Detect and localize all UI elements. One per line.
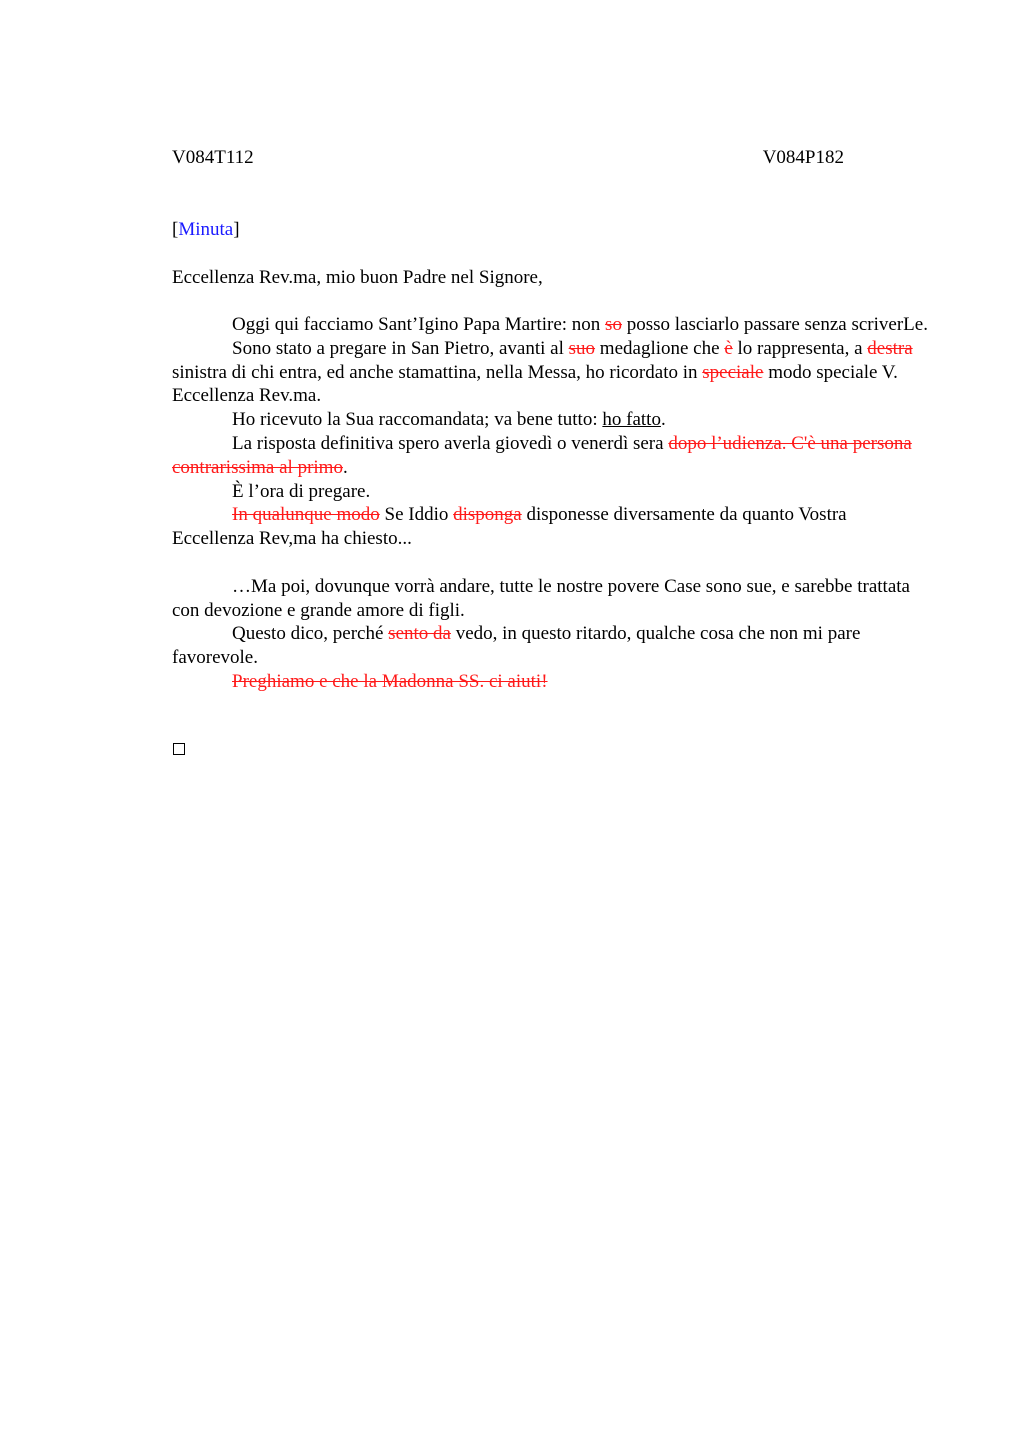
square-box-icon <box>173 743 185 755</box>
paragraph-6 <box>172 503 930 551</box>
deleted-text: è <box>724 337 733 359</box>
text-span: Sono stato a pregare in San Pietro, avanti al <box>232 337 569 359</box>
deleted-text: dopo l’udienza. C'è una persona contrarissima al primo <box>172 432 912 478</box>
text-span: Questo dico, perché <box>232 623 389 645</box>
text-span: La risposta definitiva spero averla giovedì o venerdì sera <box>232 432 669 454</box>
text-span: vedo, in questo ritardo, qualche cosa che non mi pare favorevole. <box>172 623 861 669</box>
text-span: medaglione che <box>595 337 725 359</box>
text-span: È l’ora di pregare. <box>232 480 371 502</box>
letter-body <box>172 313 930 694</box>
deleted-text: disponga <box>453 504 522 526</box>
minuta-open-bracket: [ <box>172 219 179 240</box>
text-span: posso lasciarlo passare senza scriverLe. <box>621 314 928 335</box>
text-span: . <box>660 409 666 431</box>
text-span: Ho ricevuto la Sua raccomandata; va bene tutto: <box>232 409 603 431</box>
minuta-text: Minuta <box>178 219 234 240</box>
paragraph-9 <box>172 670 930 694</box>
paragraph-8 <box>172 622 930 670</box>
deleted-text: speciale <box>702 361 764 383</box>
paragraph-3 <box>172 408 930 432</box>
text-span: lo rappresenta, a <box>732 337 868 359</box>
document-code-left: V084T112 <box>172 147 254 168</box>
underlined-text: ho fatto <box>602 409 661 431</box>
text-span: …Ma poi, dovunque vorrà andare, tutte le nostre povere Case sono sue, e sarebbe trattata con devozione e grande amore di figli. <box>172 575 910 621</box>
text-span: Se Iddio <box>379 504 454 526</box>
deleted-text: suo <box>568 337 596 359</box>
deleted-text: so <box>605 314 622 335</box>
minuta-label <box>172 218 240 242</box>
text-span: disponesse diversamente da quanto Vostra Eccellenza Rev,ma ha chiesto... <box>172 504 847 550</box>
text-span: sinistra di chi entra, ed anche stamattina, nella Messa, ho ricordato in <box>172 361 703 383</box>
text-span: . <box>342 456 348 478</box>
document-code-right: V084P182 <box>762 147 844 168</box>
text-span: Oggi qui facciamo Sant’Igino Papa Martire: non <box>232 314 606 335</box>
paragraph-7 <box>172 575 930 623</box>
minuta-close-bracket: ] <box>233 219 240 240</box>
deleted-text: In qualunque modo <box>232 504 380 526</box>
text-span: modo speciale V. Eccellenza Rev.ma. <box>172 361 898 407</box>
deleted-text: destra <box>867 337 913 359</box>
document-page <box>172 0 932 1450</box>
paragraph-4 <box>172 432 930 480</box>
letter-greeting: Eccellenza Rev.ma, mio buon Padre nel Signore, <box>172 267 543 288</box>
deleted-text: sento da <box>388 623 451 645</box>
paragraph-1 <box>172 313 930 337</box>
paragraph-5 <box>172 480 930 504</box>
deleted-text: Preghiamo e che la Madonna SS. ci aiuti! <box>232 670 548 692</box>
paragraph-2 <box>172 337 930 408</box>
